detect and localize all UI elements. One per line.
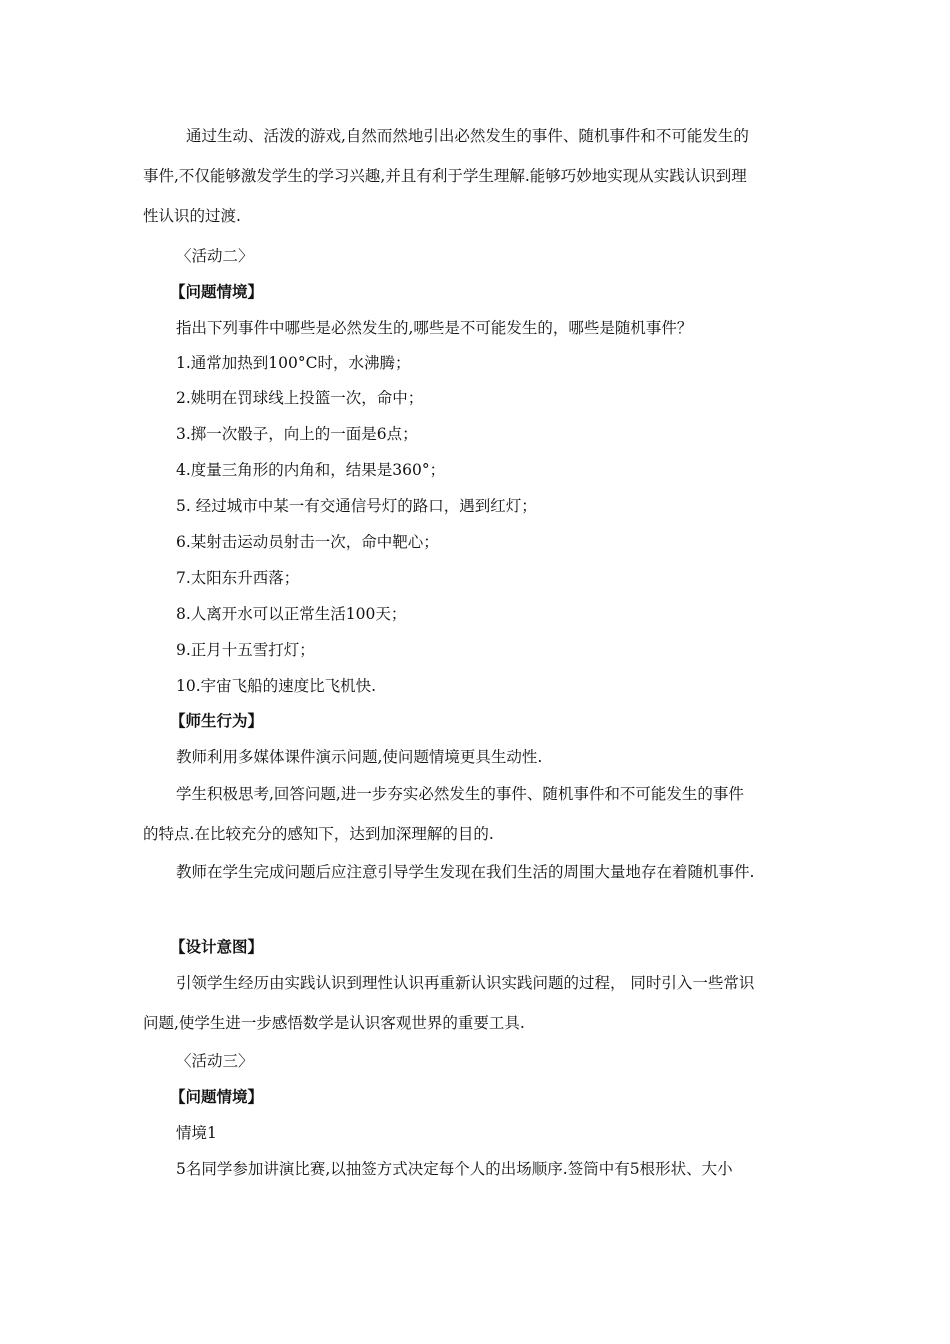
- list-item: 7.太阳东升西落；: [176, 569, 300, 587]
- list-item: 1.通常加热到100°C时，水沸腾；: [176, 354, 411, 372]
- intro-line-3: 性认识的过渡.: [143, 207, 241, 225]
- behavior-paragraph-2-line-1: 学生积极思考,回答问题,进一步夯实必然发生的事件、随机事件和不可能发生的事件: [176, 785, 744, 803]
- design-paragraph-line-1: 引领学生经历由实践认识到理性认识再重新认识实践问题的过程， 同时引入一些常识: [176, 974, 755, 992]
- context-paragraph: 5名同学参加讲演比赛,以抽签方式决定每个人的出场顺序.签筒中有5根形状、大小: [176, 1160, 733, 1178]
- behavior-paragraph-1: 教师利用多媒体课件演示问题,使问题情境更具生动性.: [176, 748, 543, 766]
- list-item: 6.某射击运动员射击一次，命中靶心；: [176, 533, 439, 551]
- behavior-paragraph-3: 教师在学生完成问题后应注意引导学生发现在我们生活的周围大量地存在着随机事件.: [176, 863, 755, 881]
- intro-line-1: 通过生动、活泼的游戏,自然而然地引出必然发生的事件、随机事件和不可能发生的: [186, 127, 749, 145]
- behavior-paragraph-2-line-2: 的特点.在比较充分的感知下，达到加深理解的目的.: [143, 825, 494, 843]
- problem-scenario-heading-2: 【问题情境】: [170, 1087, 264, 1106]
- problem-scenario-heading: 【问题情境】: [170, 282, 264, 301]
- design-intent-heading: 【设计意图】: [170, 937, 264, 956]
- activity-3-title: 〈活动三〉: [176, 1052, 254, 1070]
- design-paragraph-line-2: 问题,使学生进一步感悟数学是认识客观世界的重要工具.: [143, 1014, 525, 1032]
- question-text: 指出下列事件中哪些是必然发生的,哪些是不可能发生的，哪些是随机事件？: [176, 319, 693, 337]
- list-item: 2.姚明在罚球线上投篮一次，命中；: [176, 389, 424, 407]
- list-item: 9.正月十五雪打灯；: [176, 641, 315, 659]
- context-label: 情境1: [176, 1124, 217, 1142]
- list-item: 5. 经过城市中某一有交通信号灯的路口，遇到红灯；: [176, 497, 537, 515]
- teacher-student-heading: 【师生行为】: [170, 711, 264, 730]
- list-item: 4.度量三角形的内角和，结果是360°；: [176, 461, 446, 479]
- list-item: 10.宇宙飞船的速度比飞机快.: [176, 677, 377, 695]
- activity-2-title: 〈活动二〉: [176, 247, 254, 265]
- list-item: 8.人离开水可以正常生活100天；: [176, 605, 407, 623]
- list-item: 3.掷一次骰子，向上的一面是6点；: [176, 425, 418, 443]
- intro-line-2: 事件,不仅能够激发学生的学习兴趣,并且有利于学生理解.能够巧妙地实现从实践认识到理: [143, 167, 747, 185]
